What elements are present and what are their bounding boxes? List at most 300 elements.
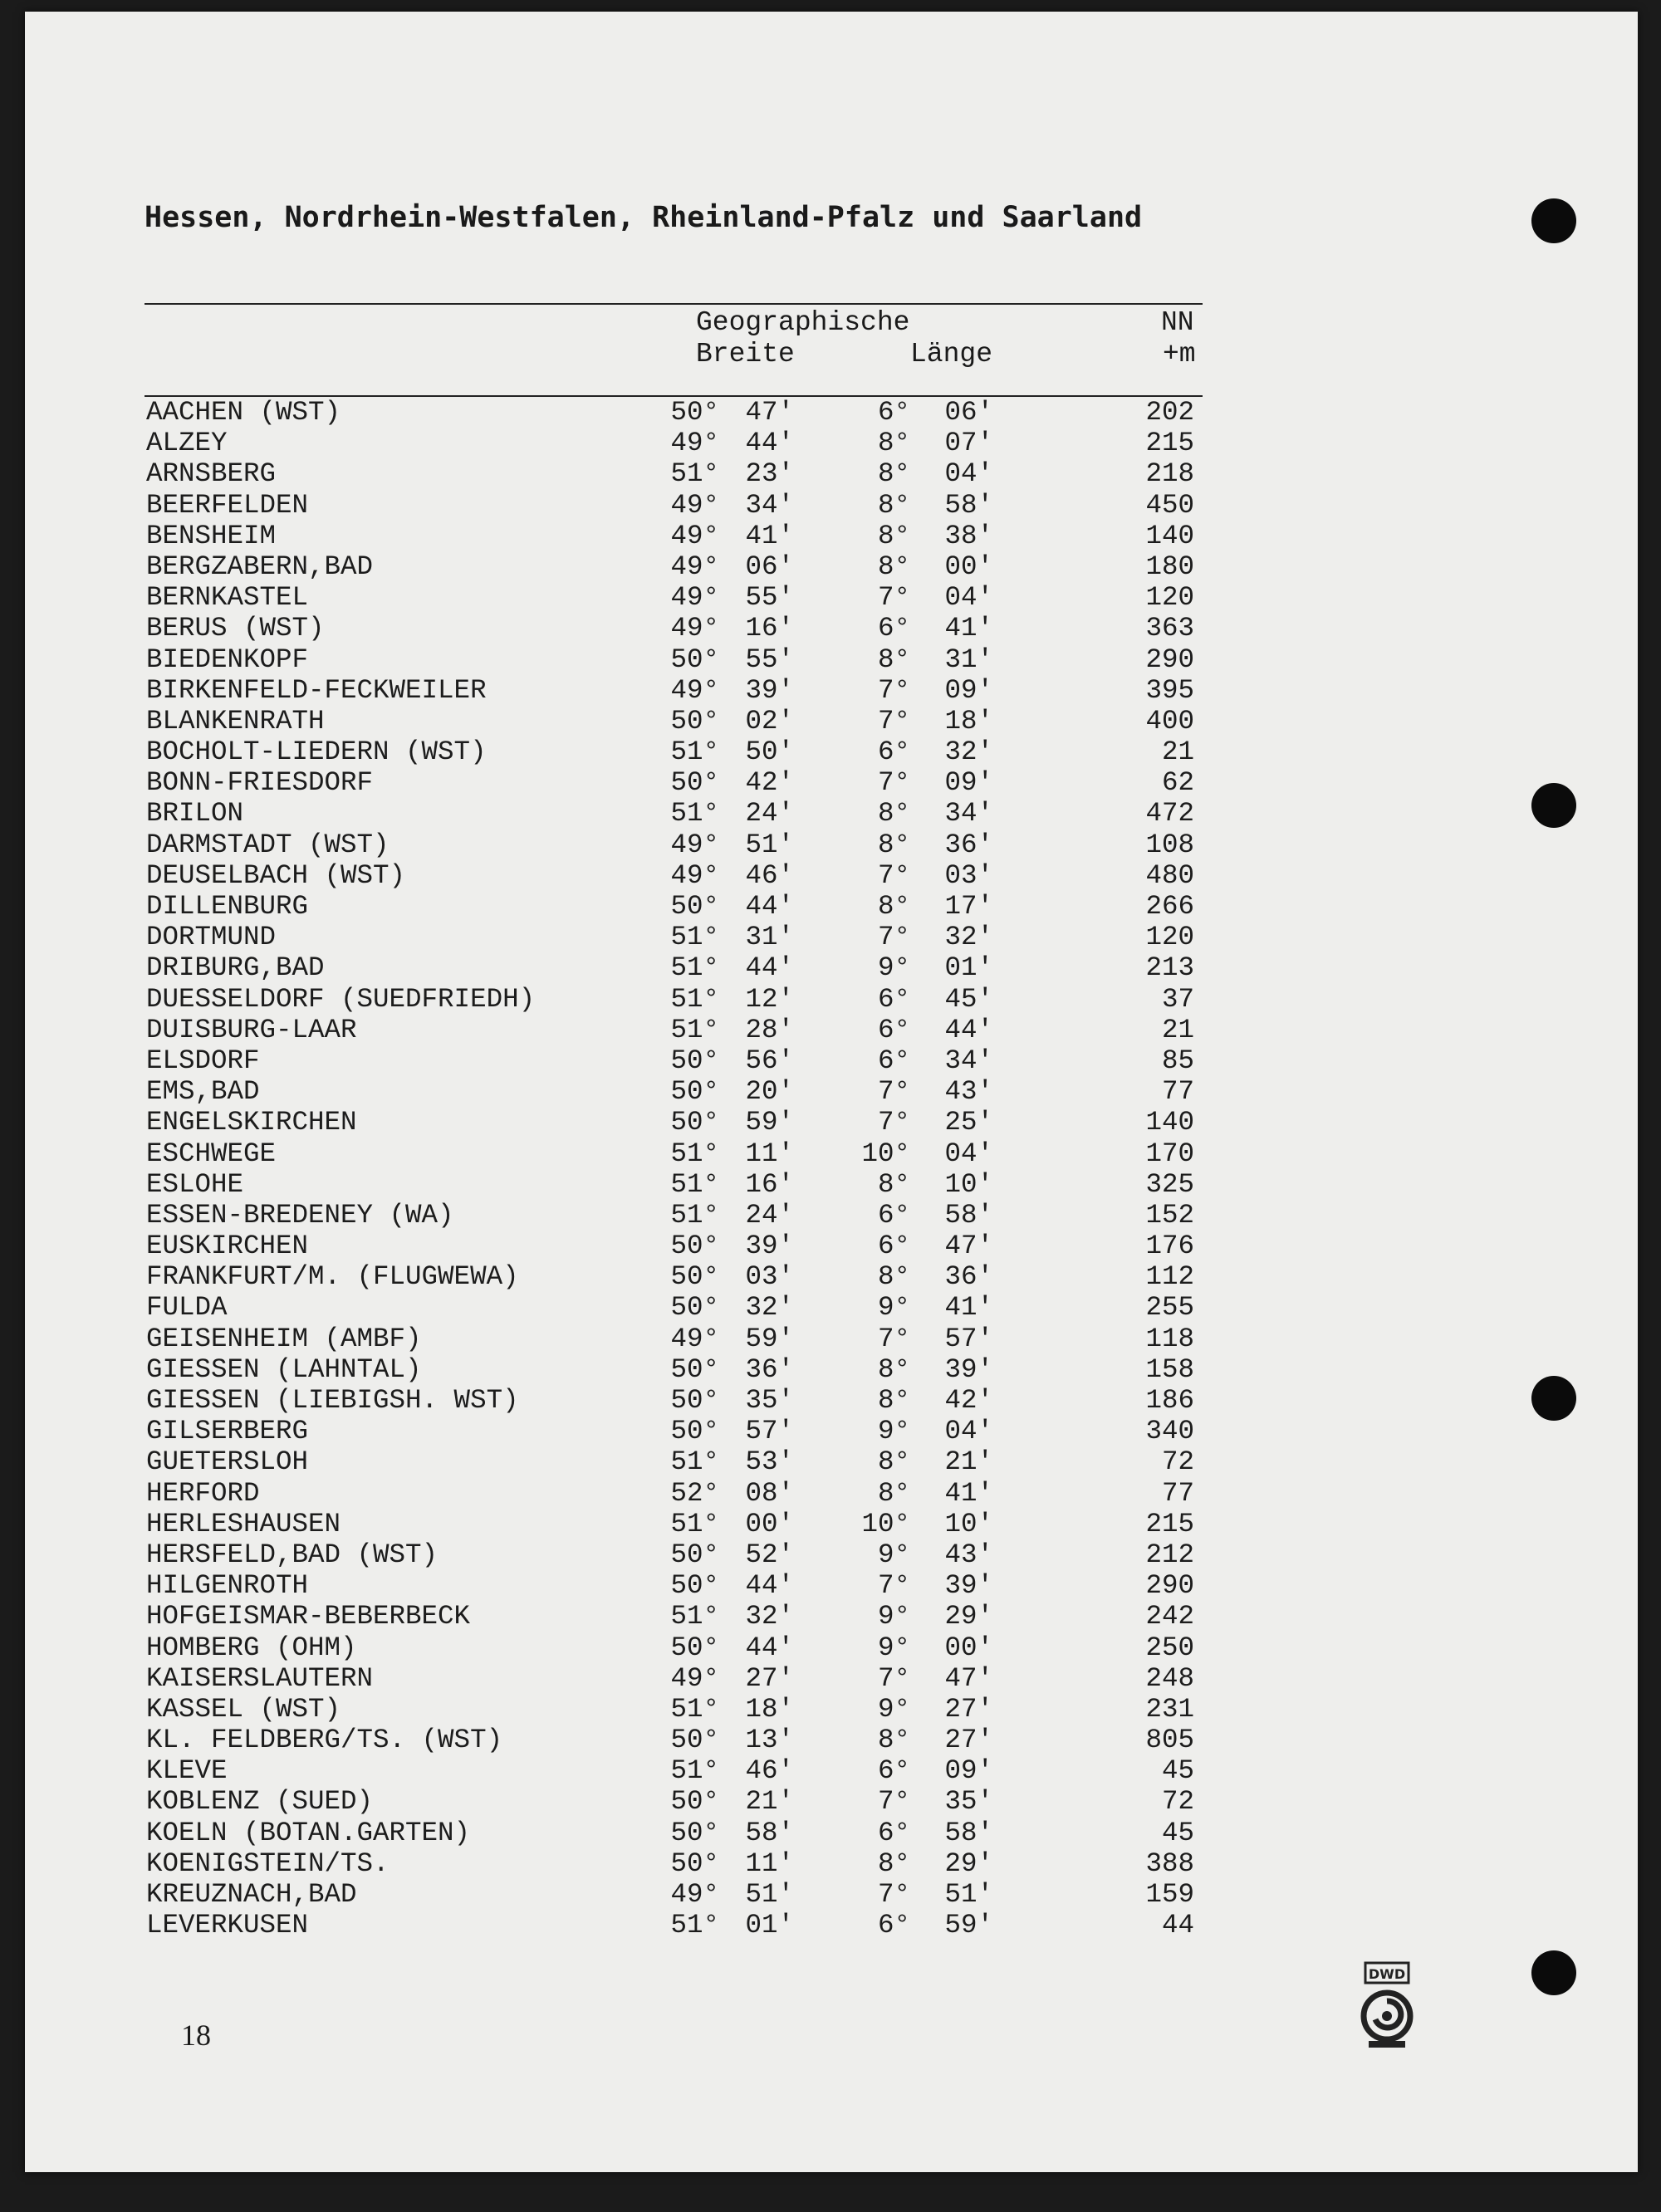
longitude-minutes: 58′ [944, 1817, 993, 1848]
altitude: 395 [1145, 674, 1194, 706]
longitude-minutes: 36′ [944, 1261, 993, 1293]
latitude-minutes: 31′ [745, 922, 794, 953]
station-name: ESSEN-BREDENEY (WA) [146, 1199, 454, 1231]
latitude-minutes: 00′ [745, 1508, 794, 1539]
station-name: GILSERBERG [146, 1416, 309, 1447]
latitude-minutes: 51′ [745, 1879, 794, 1910]
table-row [146, 860, 1211, 891]
station-name: BLANKENRATH [146, 705, 325, 737]
station-name: ELSDORF [146, 1045, 260, 1076]
altitude: 45 [1161, 1755, 1194, 1787]
altitude: 62 [1161, 767, 1194, 799]
longitude-minutes: 39′ [944, 1570, 993, 1602]
latitude-minutes: 27′ [745, 1662, 794, 1694]
table-row [146, 1446, 1211, 1477]
latitude-minutes: 24′ [745, 798, 794, 830]
dwd-logo-icon [1354, 1961, 1420, 2053]
longitude-minutes: 27′ [944, 1725, 993, 1756]
longitude-degrees: 9° [877, 1292, 910, 1324]
altitude: 363 [1145, 613, 1194, 644]
latitude-minutes: 39′ [745, 674, 794, 706]
page-title: Hessen, Nordrhein-Westfalen, Rheinland-Pfalz und Saarland [145, 201, 1143, 234]
latitude-minutes: 32′ [745, 1292, 794, 1324]
longitude-minutes: 21′ [944, 1446, 993, 1478]
longitude-minutes: 27′ [944, 1693, 993, 1725]
longitude-minutes: 39′ [944, 1353, 993, 1385]
longitude-minutes: 18′ [944, 705, 993, 737]
altitude: 158 [1145, 1353, 1194, 1385]
altitude: 218 [1145, 458, 1194, 490]
altitude: 72 [1161, 1446, 1194, 1478]
latitude-degrees: 52° [670, 1477, 719, 1509]
latitude-degrees: 49° [670, 551, 719, 582]
latitude-degrees: 50° [670, 644, 719, 675]
altitude: 176 [1145, 1231, 1194, 1262]
altitude: 77 [1161, 1477, 1194, 1509]
station-name: BIEDENKOPF [146, 644, 309, 675]
table-row [146, 1015, 1211, 1045]
altitude: 250 [1145, 1632, 1194, 1663]
altitude: 290 [1145, 644, 1194, 675]
longitude-degrees: 9° [877, 1632, 910, 1663]
longitude-degrees: 6° [877, 1231, 910, 1262]
longitude-minutes: 41′ [944, 1292, 993, 1324]
longitude-degrees: 7° [877, 1323, 910, 1354]
latitude-degrees: 50° [670, 1570, 719, 1602]
altitude: 805 [1145, 1725, 1194, 1756]
longitude-minutes: 43′ [944, 1076, 993, 1108]
station-name: KAISERSLAUTERN [146, 1662, 374, 1694]
station-name: KLEVE [146, 1755, 228, 1787]
latitude-degrees: 49° [670, 613, 719, 644]
latitude-minutes: 52′ [745, 1539, 794, 1570]
table-row [146, 767, 1211, 798]
longitude-degrees: 7° [877, 1107, 910, 1138]
altitude: 152 [1145, 1199, 1194, 1231]
station-name: GIESSEN (LIEBIGSH. WST) [146, 1385, 519, 1416]
table-row [146, 675, 1211, 706]
header-breite: Breite [696, 339, 795, 369]
longitude-minutes: 44′ [944, 1014, 993, 1045]
longitude-minutes: 36′ [944, 829, 993, 860]
latitude-minutes: 01′ [745, 1910, 794, 1941]
table-row [146, 458, 1211, 489]
latitude-minutes: 55′ [745, 582, 794, 614]
latitude-minutes: 13′ [745, 1725, 794, 1756]
table-row [146, 644, 1211, 675]
table-row [146, 1354, 1211, 1385]
latitude-minutes: 18′ [745, 1693, 794, 1725]
longitude-degrees: 8° [877, 798, 910, 830]
longitude-degrees: 9° [877, 952, 910, 984]
longitude-minutes: 58′ [944, 489, 993, 521]
latitude-minutes: 35′ [745, 1385, 794, 1416]
longitude-degrees: 10° [861, 1138, 910, 1169]
longitude-minutes: 31′ [944, 644, 993, 675]
station-name: BIRKENFELD-FECKWEILER [146, 674, 487, 706]
longitude-degrees: 7° [877, 705, 910, 737]
station-name: DARMSTADT (WST) [146, 829, 390, 860]
longitude-minutes: 32′ [944, 737, 993, 768]
longitude-degrees: 8° [877, 829, 910, 860]
header-laenge: Länge [910, 339, 993, 369]
longitude-minutes: 25′ [944, 1107, 993, 1138]
table-row [146, 1107, 1211, 1138]
table-top-rule [145, 303, 1203, 305]
latitude-degrees: 50° [670, 705, 719, 737]
latitude-minutes: 57′ [745, 1416, 794, 1447]
altitude: 159 [1145, 1879, 1194, 1910]
table-row [146, 428, 1211, 458]
table-row [146, 1818, 1211, 1848]
table-row [146, 706, 1211, 737]
latitude-degrees: 49° [670, 489, 719, 521]
altitude: 112 [1145, 1261, 1194, 1293]
longitude-degrees: 10° [861, 1508, 910, 1539]
longitude-minutes: 00′ [944, 1632, 993, 1663]
latitude-minutes: 02′ [745, 705, 794, 737]
station-name: HERSFELD,BAD (WST) [146, 1539, 439, 1570]
station-name: BEERFELDEN [146, 489, 309, 521]
table-row [146, 397, 1211, 428]
station-name: GEISENHEIM (AMBF) [146, 1323, 422, 1354]
longitude-degrees: 7° [877, 859, 910, 891]
longitude-degrees: 8° [877, 1385, 910, 1416]
latitude-minutes: 36′ [745, 1353, 794, 1385]
longitude-minutes: 06′ [944, 397, 993, 428]
latitude-minutes: 06′ [745, 551, 794, 582]
latitude-minutes: 41′ [745, 520, 794, 551]
latitude-degrees: 50° [670, 397, 719, 428]
station-name: HOFGEISMAR-BEBERBECK [146, 1601, 471, 1632]
altitude: 120 [1145, 922, 1194, 953]
latitude-minutes: 44′ [745, 1632, 794, 1663]
table-row [146, 984, 1211, 1015]
punch-hole [1531, 198, 1576, 243]
table-row [146, 1879, 1211, 1910]
latitude-minutes: 16′ [745, 613, 794, 644]
latitude-minutes: 56′ [745, 1045, 794, 1076]
longitude-minutes: 09′ [944, 674, 993, 706]
latitude-minutes: 08′ [745, 1477, 794, 1509]
longitude-minutes: 38′ [944, 520, 993, 551]
longitude-minutes: 29′ [944, 1601, 993, 1632]
latitude-degrees: 50° [670, 1786, 719, 1818]
latitude-degrees: 51° [670, 1168, 719, 1200]
longitude-degrees: 8° [877, 1446, 910, 1478]
longitude-degrees: 8° [877, 1168, 910, 1200]
latitude-degrees: 51° [670, 798, 719, 830]
table-row [146, 1509, 1211, 1539]
longitude-degrees: 6° [877, 613, 910, 644]
altitude: 266 [1145, 891, 1194, 922]
station-name: HERLESHAUSEN [146, 1508, 341, 1539]
latitude-minutes: 11′ [745, 1138, 794, 1169]
latitude-degrees: 49° [670, 520, 719, 551]
longitude-degrees: 8° [877, 1847, 910, 1879]
latitude-degrees: 51° [670, 737, 719, 768]
longitude-degrees: 8° [877, 1353, 910, 1385]
table-row [146, 551, 1211, 582]
longitude-degrees: 8° [877, 458, 910, 490]
table-row [146, 521, 1211, 551]
latitude-minutes: 55′ [745, 644, 794, 675]
station-name: GUETERSLOH [146, 1446, 309, 1478]
longitude-minutes: 10′ [944, 1508, 993, 1539]
page-number: 18 [181, 2019, 211, 2052]
altitude: 255 [1145, 1292, 1194, 1324]
latitude-minutes: 44′ [745, 1570, 794, 1602]
longitude-minutes: 41′ [944, 613, 993, 644]
station-table [146, 397, 1211, 1940]
latitude-degrees: 50° [670, 767, 719, 799]
table-row [146, 830, 1211, 860]
latitude-degrees: 50° [670, 1353, 719, 1385]
longitude-degrees: 8° [877, 1261, 910, 1293]
latitude-degrees: 51° [670, 1014, 719, 1045]
longitude-degrees: 6° [877, 1014, 910, 1045]
latitude-degrees: 50° [670, 1416, 719, 1447]
altitude: 248 [1145, 1662, 1194, 1694]
altitude: 242 [1145, 1601, 1194, 1632]
longitude-degrees: 6° [877, 1755, 910, 1787]
longitude-minutes: 29′ [944, 1847, 993, 1879]
longitude-degrees: 7° [877, 767, 910, 799]
longitude-degrees: 7° [877, 582, 910, 614]
latitude-minutes: 59′ [745, 1107, 794, 1138]
longitude-minutes: 34′ [944, 798, 993, 830]
latitude-minutes: 44′ [745, 891, 794, 922]
station-name: HOMBERG (OHM) [146, 1632, 357, 1663]
table-row [146, 490, 1211, 521]
longitude-degrees: 7° [877, 674, 910, 706]
table-row [146, 582, 1211, 613]
station-name: BENSHEIM [146, 520, 277, 551]
latitude-degrees: 51° [670, 1199, 719, 1231]
longitude-degrees: 9° [877, 1601, 910, 1632]
longitude-degrees: 8° [877, 489, 910, 521]
altitude: 186 [1145, 1385, 1194, 1416]
longitude-degrees: 6° [877, 1199, 910, 1231]
latitude-minutes: 11′ [745, 1847, 794, 1879]
altitude: 120 [1145, 582, 1194, 614]
table-row [146, 1261, 1211, 1292]
latitude-degrees: 51° [670, 1910, 719, 1941]
latitude-degrees: 50° [670, 1847, 719, 1879]
altitude: 72 [1161, 1786, 1194, 1818]
longitude-degrees: 7° [877, 1879, 910, 1910]
table-row [146, 1416, 1211, 1446]
station-name: KASSEL (WST) [146, 1693, 341, 1725]
table-row [146, 1385, 1211, 1416]
table-row [146, 1231, 1211, 1261]
latitude-minutes: 12′ [745, 983, 794, 1015]
latitude-degrees: 50° [670, 1261, 719, 1293]
longitude-minutes: 04′ [944, 1416, 993, 1447]
station-name: KOENIGSTEIN/TS. [146, 1847, 390, 1879]
punch-hole [1531, 1950, 1576, 1995]
table-row [146, 1539, 1211, 1570]
longitude-minutes: 03′ [944, 859, 993, 891]
longitude-degrees: 6° [877, 397, 910, 428]
table-row [146, 613, 1211, 644]
longitude-degrees: 8° [877, 1725, 910, 1756]
longitude-minutes: 04′ [944, 1138, 993, 1169]
longitude-degrees: 8° [877, 1477, 910, 1509]
station-name: BRILON [146, 798, 244, 830]
station-name: BERUS (WST) [146, 613, 325, 644]
header-geographische: Geographische [696, 307, 910, 338]
latitude-minutes: 39′ [745, 1231, 794, 1262]
latitude-minutes: 24′ [745, 1199, 794, 1231]
station-name: ESLOHE [146, 1168, 244, 1200]
station-name: AACHEN (WST) [146, 397, 341, 428]
altitude: 37 [1161, 983, 1194, 1015]
altitude: 170 [1145, 1138, 1194, 1169]
latitude-degrees: 51° [670, 1446, 719, 1478]
latitude-minutes: 53′ [745, 1446, 794, 1478]
table-row [146, 1138, 1211, 1169]
station-name: DUISBURG-LAAR [146, 1014, 357, 1045]
latitude-degrees: 50° [670, 1045, 719, 1076]
longitude-minutes: 51′ [944, 1879, 993, 1910]
latitude-minutes: 32′ [745, 1601, 794, 1632]
header-altitude-m: +m [1163, 339, 1196, 369]
longitude-degrees: 9° [877, 1416, 910, 1447]
longitude-minutes: 32′ [944, 922, 993, 953]
longitude-minutes: 01′ [944, 952, 993, 984]
latitude-minutes: 34′ [745, 489, 794, 521]
station-name: DRIBURG,BAD [146, 952, 325, 984]
longitude-degrees: 7° [877, 1786, 910, 1818]
longitude-minutes: 43′ [944, 1539, 993, 1570]
longitude-degrees: 9° [877, 1693, 910, 1725]
latitude-minutes: 44′ [745, 952, 794, 984]
latitude-degrees: 49° [670, 1323, 719, 1354]
latitude-minutes: 42′ [745, 767, 794, 799]
station-name: FULDA [146, 1292, 228, 1324]
latitude-degrees: 50° [670, 1107, 719, 1138]
station-name: KOBLENZ (SUED) [146, 1786, 374, 1818]
latitude-degrees: 49° [670, 1879, 719, 1910]
longitude-degrees: 6° [877, 1910, 910, 1941]
altitude: 340 [1145, 1416, 1194, 1447]
longitude-minutes: 45′ [944, 983, 993, 1015]
longitude-minutes: 07′ [944, 428, 993, 459]
station-name: DUESSELDORF (SUEDFRIEDH) [146, 983, 536, 1015]
station-name: KREUZNACH,BAD [146, 1879, 357, 1910]
latitude-degrees: 51° [670, 458, 719, 490]
latitude-minutes: 46′ [745, 1755, 794, 1787]
longitude-minutes: 42′ [944, 1385, 993, 1416]
latitude-minutes: 03′ [745, 1261, 794, 1293]
altitude: 118 [1145, 1323, 1194, 1354]
latitude-degrees: 50° [670, 1385, 719, 1416]
latitude-minutes: 50′ [745, 737, 794, 768]
altitude: 140 [1145, 1107, 1194, 1138]
longitude-degrees: 6° [877, 737, 910, 768]
altitude: 215 [1145, 428, 1194, 459]
altitude: 213 [1145, 952, 1194, 984]
header-altitude-nn: NN [1161, 307, 1194, 338]
latitude-degrees: 51° [670, 1601, 719, 1632]
latitude-minutes: 21′ [745, 1786, 794, 1818]
table-row [146, 737, 1211, 767]
longitude-minutes: 10′ [944, 1168, 993, 1200]
station-name: ARNSBERG [146, 458, 277, 490]
table-row [146, 891, 1211, 922]
table-row [146, 1755, 1211, 1786]
longitude-degrees: 8° [877, 551, 910, 582]
latitude-degrees: 51° [670, 1693, 719, 1725]
table-row [146, 1324, 1211, 1354]
table-row [146, 1570, 1211, 1601]
altitude: 400 [1145, 705, 1194, 737]
longitude-degrees: 7° [877, 1662, 910, 1694]
station-name: EMS,BAD [146, 1076, 260, 1108]
latitude-minutes: 47′ [745, 397, 794, 428]
altitude: 21 [1161, 1014, 1194, 1045]
table-row [146, 1169, 1211, 1200]
table-row [146, 952, 1211, 983]
table-row [146, 798, 1211, 829]
latitude-degrees: 49° [670, 1662, 719, 1694]
altitude: 108 [1145, 829, 1194, 860]
longitude-minutes: 00′ [944, 551, 993, 582]
altitude: 388 [1145, 1847, 1194, 1879]
station-name: DEUSELBACH (WST) [146, 859, 406, 891]
station-name: EUSKIRCHEN [146, 1231, 309, 1262]
station-name: KL. FELDBERG/TS. (WST) [146, 1725, 503, 1756]
latitude-degrees: 50° [670, 1632, 719, 1663]
station-name: ENGELSKIRCHEN [146, 1107, 357, 1138]
latitude-minutes: 59′ [745, 1323, 794, 1354]
altitude: 480 [1145, 859, 1194, 891]
table-row [146, 1601, 1211, 1632]
latitude-minutes: 51′ [745, 829, 794, 860]
table-row [146, 1848, 1211, 1879]
longitude-minutes: 59′ [944, 1910, 993, 1941]
longitude-degrees: 7° [877, 1570, 910, 1602]
longitude-minutes: 41′ [944, 1477, 993, 1509]
latitude-degrees: 50° [670, 1076, 719, 1108]
longitude-minutes: 34′ [944, 1045, 993, 1076]
longitude-minutes: 35′ [944, 1786, 993, 1818]
longitude-minutes: 58′ [944, 1199, 993, 1231]
altitude: 21 [1161, 737, 1194, 768]
longitude-minutes: 04′ [944, 582, 993, 614]
longitude-degrees: 7° [877, 922, 910, 953]
latitude-degrees: 49° [670, 428, 719, 459]
longitude-degrees: 6° [877, 1045, 910, 1076]
longitude-minutes: 47′ [944, 1231, 993, 1262]
latitude-degrees: 49° [670, 829, 719, 860]
station-name: ESCHWEGE [146, 1138, 277, 1169]
latitude-minutes: 16′ [745, 1168, 794, 1200]
latitude-minutes: 28′ [745, 1014, 794, 1045]
table-row [146, 1292, 1211, 1323]
latitude-degrees: 50° [670, 1817, 719, 1848]
longitude-minutes: 47′ [944, 1662, 993, 1694]
altitude: 231 [1145, 1693, 1194, 1725]
station-name: ALZEY [146, 428, 228, 459]
table-row [146, 1786, 1211, 1817]
latitude-degrees: 51° [670, 952, 719, 984]
station-name: KOELN (BOTAN.GARTEN) [146, 1817, 471, 1848]
altitude: 45 [1161, 1817, 1194, 1848]
altitude: 180 [1145, 551, 1194, 582]
logo-label: DWD [1368, 1966, 1406, 1982]
